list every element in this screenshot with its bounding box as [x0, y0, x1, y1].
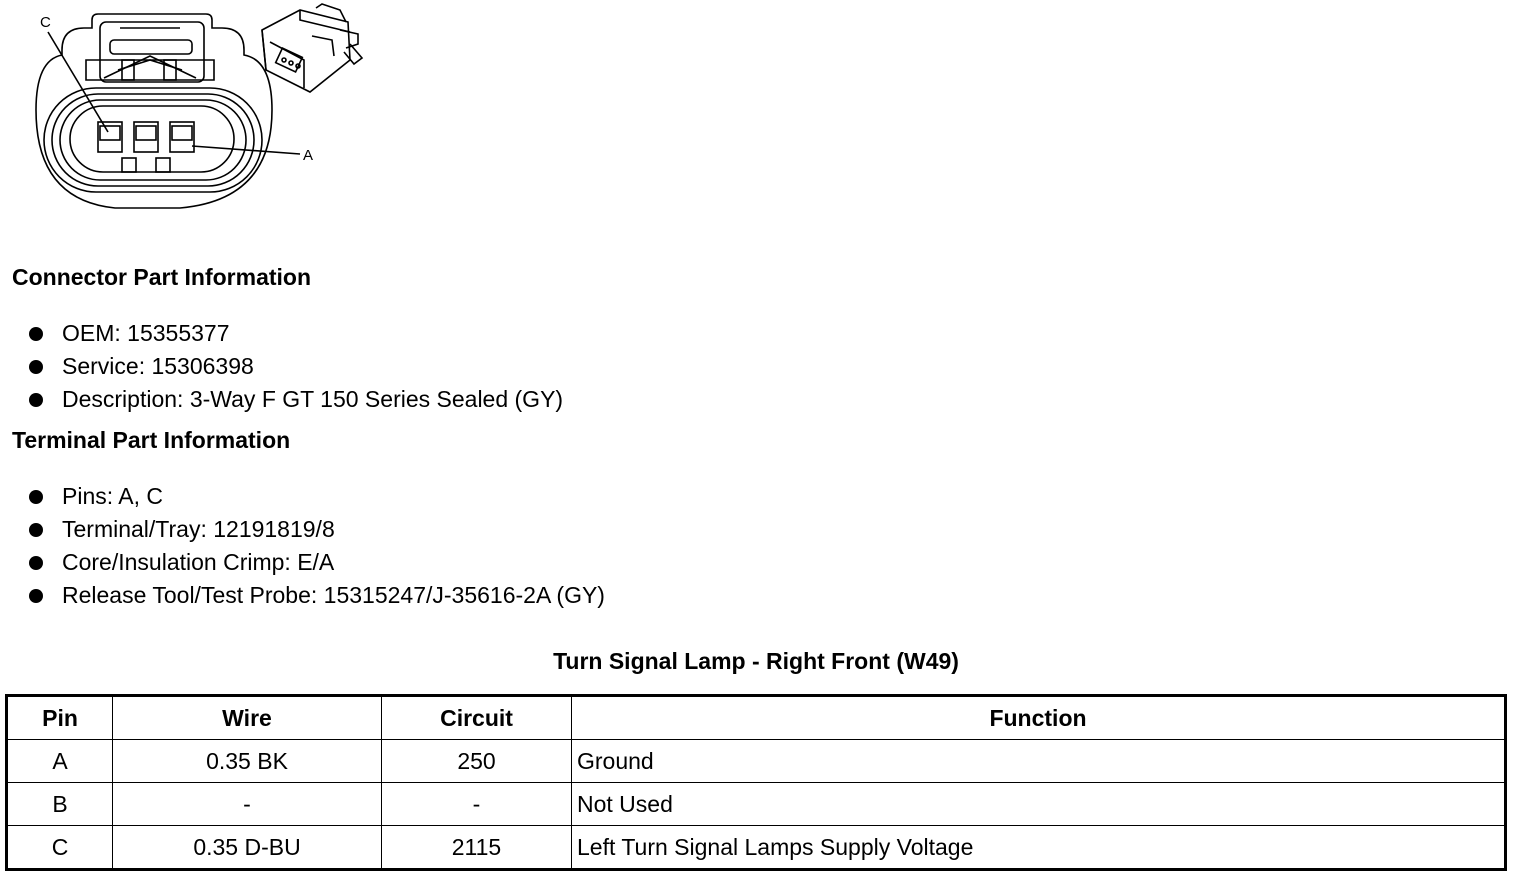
connector-service: Service: 15306398 [62, 353, 254, 379]
cell-circuit: 250 [382, 740, 572, 783]
table-row [7, 740, 1506, 783]
connector-face-drawing [0, 0, 380, 230]
cell-wire: 0.35 BK [113, 740, 382, 783]
cell-function: Not Used [572, 783, 1506, 826]
bullet-icon [29, 360, 43, 374]
pin-a-label: A [303, 147, 314, 164]
bullet-icon [29, 327, 43, 341]
header-function: Function [572, 696, 1506, 740]
terminal-release-tool: Release Tool/Test Probe: 15315247/J-35616-2A (GY) [62, 582, 605, 608]
cell-circuit: 2115 [382, 826, 572, 870]
table-header-row [7, 696, 1506, 740]
bullet-icon [29, 523, 43, 537]
terminal-pins: Pins: A, C [62, 483, 163, 509]
bullet-icon [29, 589, 43, 603]
list-item [0, 546, 605, 579]
pinout-table [5, 694, 1507, 871]
list-item [0, 383, 563, 416]
table-row [7, 826, 1506, 870]
cell-pin: C [7, 826, 113, 870]
cell-pin: B [7, 783, 113, 826]
list-item [0, 350, 563, 383]
connector-info-list [0, 317, 563, 416]
pin-c-label: C [40, 14, 51, 31]
connector-diagram [0, 0, 380, 230]
terminal-tray: Terminal/Tray: 12191819/8 [62, 516, 335, 542]
header-pin: Pin [7, 696, 113, 740]
cell-wire: 0.35 D-BU [113, 826, 382, 870]
header-circuit: Circuit [382, 696, 572, 740]
terminal-info-heading: Terminal Part Information [12, 427, 291, 453]
connector-description: Description: 3-Way F GT 150 Series Sealed (GY) [62, 386, 564, 412]
terminal-info-list [0, 480, 605, 612]
list-item [0, 480, 605, 513]
bullet-icon [29, 556, 43, 570]
table-row [7, 783, 1506, 826]
cell-function: Ground [572, 740, 1506, 783]
list-item [0, 317, 563, 350]
connector-info-heading: Connector Part Information [12, 264, 312, 290]
bullet-icon [29, 393, 43, 407]
list-item [0, 513, 605, 546]
bullet-icon [29, 490, 43, 504]
table-title: Turn Signal Lamp - Right Front (W49) [553, 648, 959, 674]
list-item [0, 579, 605, 612]
cell-pin: A [7, 740, 113, 783]
cell-circuit: - [382, 783, 572, 826]
cell-function: Left Turn Signal Lamps Supply Voltage [572, 826, 1506, 870]
terminal-crimp: Core/Insulation Crimp: E/A [62, 549, 335, 575]
connector-oem: OEM: 15355377 [62, 320, 230, 346]
cell-wire: - [113, 783, 382, 826]
header-wire: Wire [113, 696, 382, 740]
